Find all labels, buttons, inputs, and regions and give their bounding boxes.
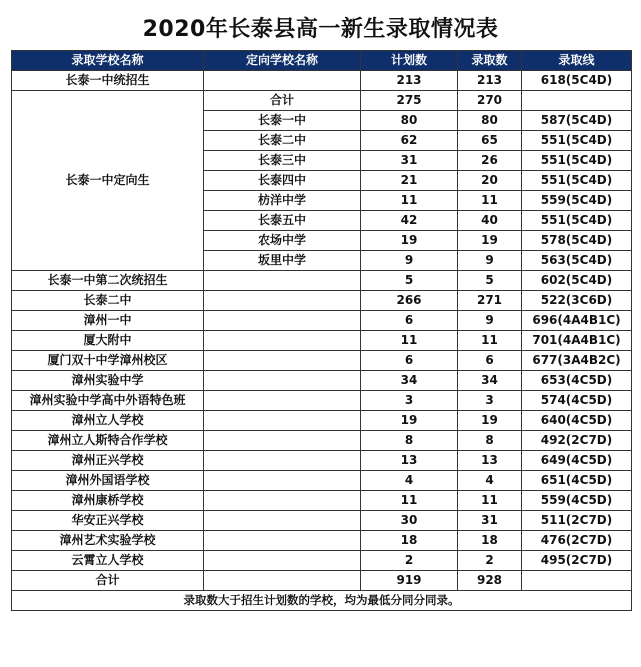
directed-school: [204, 471, 361, 491]
plan-count: 4: [361, 471, 458, 491]
table-row: [12, 391, 632, 411]
school-name: 厦大附中: [12, 331, 204, 351]
school-name: 长泰一中统招生: [12, 71, 204, 91]
cutoff-score: 559(5C4D): [522, 191, 632, 211]
plan-count: 2: [361, 551, 458, 571]
school-name: 漳州立人学校: [12, 411, 204, 431]
admit-count: 65: [458, 131, 522, 151]
cutoff-score: 618(5C4D): [522, 71, 632, 91]
school-name: 长泰一中定向生: [12, 91, 204, 271]
directed-school: [204, 391, 361, 411]
directed-school: [204, 371, 361, 391]
admit-count: 213: [458, 71, 522, 91]
admit-count: 3: [458, 391, 522, 411]
admit-count: 4: [458, 471, 522, 491]
total-label: 合计: [12, 571, 204, 591]
school-name: 厦门双十中学漳州校区: [12, 351, 204, 371]
plan-count: 13: [361, 451, 458, 471]
directed-school: [204, 351, 361, 371]
header-directed-school: 定向学校名称: [204, 51, 361, 71]
school-name: 漳州正兴学校: [12, 451, 204, 471]
plan-count: 42: [361, 211, 458, 231]
directed-school: [204, 411, 361, 431]
note-row: [12, 591, 632, 611]
cutoff-score: [522, 91, 632, 111]
admit-count: 18: [458, 531, 522, 551]
admit-count: 11: [458, 491, 522, 511]
cutoff-score: 574(4C5D): [522, 391, 632, 411]
table-row: [12, 551, 632, 571]
plan-count: 5: [361, 271, 458, 291]
admit-count: 2: [458, 551, 522, 571]
plan-count: 19: [361, 411, 458, 431]
table-row: [12, 371, 632, 391]
cutoff-score: 495(2C7D): [522, 551, 632, 571]
cutoff-score: 701(4A4B1C): [522, 331, 632, 351]
directed-school: [204, 571, 361, 591]
plan-count: 3: [361, 391, 458, 411]
school-name: 漳州艺术实验学校: [12, 531, 204, 551]
cutoff-score: [522, 571, 632, 591]
directed-school: [204, 71, 361, 91]
admit-count: 9: [458, 251, 522, 271]
cutoff-score: 551(5C4D): [522, 211, 632, 231]
admit-count: 11: [458, 191, 522, 211]
school-name: 漳州外国语学校: [12, 471, 204, 491]
admit-count: 80: [458, 111, 522, 131]
admit-count: 270: [458, 91, 522, 111]
header-cutoff: 录取线: [522, 51, 632, 71]
cutoff-score: 651(4C5D): [522, 471, 632, 491]
admit-count: 5: [458, 271, 522, 291]
school-name: 漳州康桥学校: [12, 491, 204, 511]
directed-school: [204, 431, 361, 451]
plan-count: 9: [361, 251, 458, 271]
school-name: 漳州实验中学: [12, 371, 204, 391]
admit-count: 26: [458, 151, 522, 171]
admit-count: 13: [458, 451, 522, 471]
directed-school: [204, 331, 361, 351]
plan-count: 80: [361, 111, 458, 131]
directed-school: [204, 531, 361, 551]
school-name: 长泰二中: [12, 291, 204, 311]
cutoff-score: 587(5C4D): [522, 111, 632, 131]
school-name: 漳州实验中学高中外语特色班: [12, 391, 204, 411]
admit-count: 40: [458, 211, 522, 231]
school-name: 长泰一中第二次统招生: [12, 271, 204, 291]
table-row: [12, 291, 632, 311]
table-header-row: [12, 51, 632, 71]
table-row: [12, 471, 632, 491]
cutoff-score: 551(5C4D): [522, 151, 632, 171]
cutoff-score: 578(5C4D): [522, 231, 632, 251]
directed-school: 农场中学: [204, 231, 361, 251]
table-row: [12, 331, 632, 351]
school-name: 漳州一中: [12, 311, 204, 331]
directed-school: [204, 511, 361, 531]
cutoff-score: 602(5C4D): [522, 271, 632, 291]
cutoff-score: 476(2C7D): [522, 531, 632, 551]
cutoff-score: 696(4A4B1C): [522, 311, 632, 331]
plan-count: 34: [361, 371, 458, 391]
plan-count: 62: [361, 131, 458, 151]
admit-count: 8: [458, 431, 522, 451]
directed-school: 长泰一中: [204, 111, 361, 131]
admit-count: 31: [458, 511, 522, 531]
table-row: [12, 351, 632, 371]
directed-school: 长泰二中: [204, 131, 361, 151]
directed-school: [204, 311, 361, 331]
directed-school: [204, 551, 361, 571]
cutoff-score: 649(4C5D): [522, 451, 632, 471]
plan-count: 11: [361, 331, 458, 351]
cutoff-score: 522(3C6D): [522, 291, 632, 311]
directed-school: [204, 271, 361, 291]
table-row: [12, 511, 632, 531]
plan-count: 11: [361, 491, 458, 511]
admit-count: 271: [458, 291, 522, 311]
admit-count: 6: [458, 351, 522, 371]
plan-count: 30: [361, 511, 458, 531]
directed-school: 长泰三中: [204, 151, 361, 171]
directed-school: 合计: [204, 91, 361, 111]
header-admitted: 录取数: [458, 51, 522, 71]
total-admit: 928: [458, 571, 522, 591]
directed-school: [204, 451, 361, 471]
plan-count: 19: [361, 231, 458, 251]
table-row: [12, 91, 632, 111]
plan-count: 6: [361, 311, 458, 331]
cutoff-score: 563(5C4D): [522, 251, 632, 271]
plan-count: 18: [361, 531, 458, 551]
plan-count: 31: [361, 151, 458, 171]
admit-count: 9: [458, 311, 522, 331]
plan-count: 266: [361, 291, 458, 311]
header-plan: 计划数: [361, 51, 458, 71]
page-title: 2020年长泰县高一新生录取情况表: [142, 17, 499, 42]
table-row: [12, 451, 632, 471]
cutoff-score: 640(4C5D): [522, 411, 632, 431]
total-row: [12, 571, 632, 591]
cutoff-score: 551(5C4D): [522, 171, 632, 191]
table-row: [12, 491, 632, 511]
school-name: 云霄立人学校: [12, 551, 204, 571]
directed-school: [204, 491, 361, 511]
plan-count: 21: [361, 171, 458, 191]
directed-school: 枋洋中学: [204, 191, 361, 211]
admission-table: [11, 50, 632, 611]
admit-count: 19: [458, 231, 522, 251]
plan-count: 275: [361, 91, 458, 111]
school-name: 华安正兴学校: [12, 511, 204, 531]
admit-count: 34: [458, 371, 522, 391]
cutoff-score: 492(2C7D): [522, 431, 632, 451]
table-row: [12, 411, 632, 431]
directed-school: [204, 291, 361, 311]
directed-school: 坂里中学: [204, 251, 361, 271]
table-row: [12, 431, 632, 451]
cutoff-score: 677(3A4B2C): [522, 351, 632, 371]
admit-count: 11: [458, 331, 522, 351]
admit-count: 19: [458, 411, 522, 431]
table-row: [12, 71, 632, 91]
table-row: [12, 531, 632, 551]
admit-count: 20: [458, 171, 522, 191]
footnote: 录取数大于招生计划数的学校，均为最低分同分同录。: [12, 591, 632, 611]
header-school: 录取学校名称: [12, 51, 204, 71]
plan-count: 213: [361, 71, 458, 91]
directed-school: 长泰四中: [204, 171, 361, 191]
cutoff-score: 653(4C5D): [522, 371, 632, 391]
table-row: [12, 271, 632, 291]
cutoff-score: 511(2C7D): [522, 511, 632, 531]
directed-school: 长泰五中: [204, 211, 361, 231]
school-name: 漳州立人斯特合作学校: [12, 431, 204, 451]
cutoff-score: 551(5C4D): [522, 131, 632, 151]
table-row: [12, 311, 632, 331]
plan-count: 8: [361, 431, 458, 451]
cutoff-score: 559(4C5D): [522, 491, 632, 511]
plan-count: 6: [361, 351, 458, 371]
plan-count: 11: [361, 191, 458, 211]
total-plan: 919: [361, 571, 458, 591]
